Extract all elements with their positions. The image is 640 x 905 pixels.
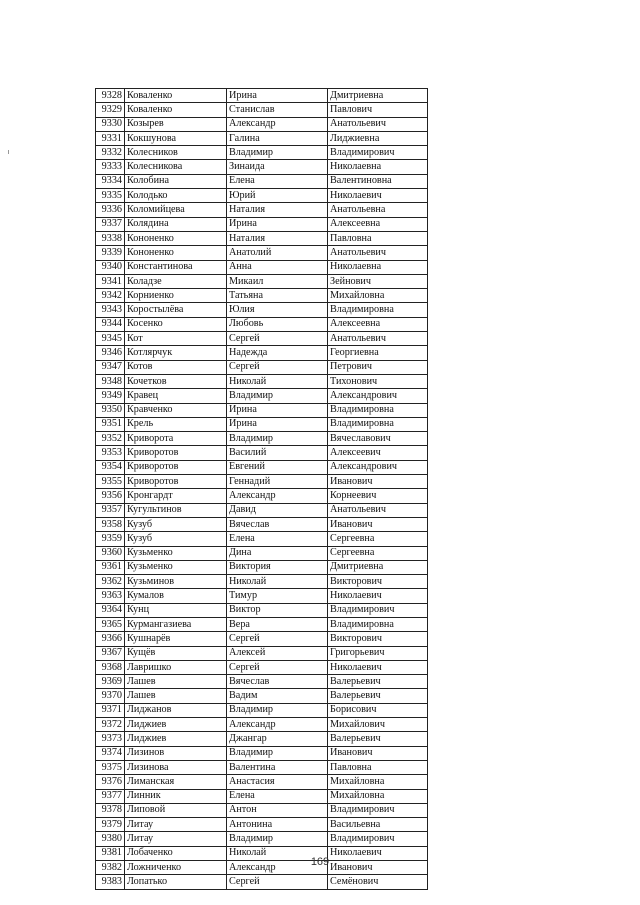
surname-cell: Кузуб xyxy=(125,517,227,531)
patronymic-cell: Анатольевич xyxy=(328,117,428,131)
first-name-cell: Сергей xyxy=(227,632,328,646)
first-name-cell: Зинаида xyxy=(227,160,328,174)
patronymic-cell: Николаевич xyxy=(328,846,428,860)
scan-mark xyxy=(8,150,9,154)
table-row xyxy=(96,632,428,646)
row-number-cell: 9347 xyxy=(96,360,125,374)
patronymic-cell: Борисович xyxy=(328,703,428,717)
patronymic-cell: Иванович xyxy=(328,746,428,760)
table-row xyxy=(96,432,428,446)
first-name-cell: Антон xyxy=(227,803,328,817)
patronymic-cell: Николаевич xyxy=(328,189,428,203)
patronymic-cell: Иванович xyxy=(328,517,428,531)
row-number-cell: 9328 xyxy=(96,89,125,103)
table-row xyxy=(96,475,428,489)
row-number-cell: 9358 xyxy=(96,517,125,531)
row-number-cell: 9346 xyxy=(96,346,125,360)
row-number-cell: 9378 xyxy=(96,803,125,817)
patronymic-cell: Владимировна xyxy=(328,303,428,317)
row-number-cell: 9366 xyxy=(96,632,125,646)
row-number-cell: 9365 xyxy=(96,617,125,631)
row-number-cell: 9338 xyxy=(96,231,125,245)
row-number-cell: 9381 xyxy=(96,846,125,860)
table-row xyxy=(96,403,428,417)
table-row xyxy=(96,589,428,603)
row-number-cell: 9335 xyxy=(96,189,125,203)
row-number-cell: 9377 xyxy=(96,789,125,803)
patronymic-cell: Зейнович xyxy=(328,274,428,288)
patronymic-cell: Григорьевич xyxy=(328,646,428,660)
patronymic-cell: Николаевна xyxy=(328,260,428,274)
first-name-cell: Владимир xyxy=(227,432,328,446)
surname-cell: Лизинов xyxy=(125,746,227,760)
first-name-cell: Ирина xyxy=(227,89,328,103)
table-row xyxy=(96,803,428,817)
table-row xyxy=(96,332,428,346)
first-name-cell: Вячеслав xyxy=(227,517,328,531)
table-row xyxy=(96,303,428,317)
patronymic-cell: Васильевна xyxy=(328,818,428,832)
surname-cell: Крель xyxy=(125,417,227,431)
first-name-cell: Микаил xyxy=(227,274,328,288)
surname-cell: Криворотов xyxy=(125,446,227,460)
first-name-cell: Сергей xyxy=(227,660,328,674)
first-name-cell: Александр xyxy=(227,861,328,875)
surname-cell: Криворотов xyxy=(125,460,227,474)
table-row xyxy=(96,832,428,846)
row-number-cell: 9359 xyxy=(96,532,125,546)
row-number-cell: 9343 xyxy=(96,303,125,317)
row-number-cell: 9372 xyxy=(96,718,125,732)
row-number-cell: 9360 xyxy=(96,546,125,560)
first-name-cell: Вячеслав xyxy=(227,675,328,689)
surname-cell: Курмангазиева xyxy=(125,617,227,631)
row-number-cell: 9340 xyxy=(96,260,125,274)
patronymic-cell: Иванович xyxy=(328,475,428,489)
row-number-cell: 9370 xyxy=(96,689,125,703)
table-row xyxy=(96,160,428,174)
first-name-cell: Татьяна xyxy=(227,289,328,303)
patronymic-cell: Викторович xyxy=(328,575,428,589)
first-name-cell: Владимир xyxy=(227,746,328,760)
patronymic-cell: Михайловна xyxy=(328,775,428,789)
table-row xyxy=(96,789,428,803)
first-name-cell: Наталия xyxy=(227,203,328,217)
surname-cell: Лопатько xyxy=(125,875,227,889)
patronymic-cell: Николаевич xyxy=(328,589,428,603)
table-row xyxy=(96,389,428,403)
row-number-cell: 9371 xyxy=(96,703,125,717)
table-row xyxy=(96,760,428,774)
first-name-cell: Давид xyxy=(227,503,328,517)
patronymic-cell: Александрович xyxy=(328,389,428,403)
surname-cell: Криворота xyxy=(125,432,227,446)
patronymic-cell: Николаевич xyxy=(328,660,428,674)
patronymic-cell: Анатольевна xyxy=(328,203,428,217)
row-number-cell: 9362 xyxy=(96,575,125,589)
first-name-cell: Анастасия xyxy=(227,775,328,789)
first-name-cell: Ирина xyxy=(227,417,328,431)
patronymic-cell: Дмитриевна xyxy=(328,89,428,103)
surname-cell: Кравченко xyxy=(125,403,227,417)
table-row xyxy=(96,532,428,546)
surname-cell: Кокшунова xyxy=(125,131,227,145)
patronymic-cell: Иванович xyxy=(328,861,428,875)
row-number-cell: 9354 xyxy=(96,460,125,474)
surname-cell: Кононенко xyxy=(125,231,227,245)
surname-cell: Криворотов xyxy=(125,475,227,489)
table-row xyxy=(96,174,428,188)
patronymic-cell: Семёнович xyxy=(328,875,428,889)
row-number-cell: 9367 xyxy=(96,646,125,660)
surname-cell: Липовой xyxy=(125,803,227,817)
patronymic-cell: Владимировна xyxy=(328,403,428,417)
patronymic-cell: Анатольевич xyxy=(328,332,428,346)
surname-cell: Котов xyxy=(125,360,227,374)
patronymic-cell: Алексеевна xyxy=(328,217,428,231)
surname-cell: Кунц xyxy=(125,603,227,617)
row-number-cell: 9379 xyxy=(96,818,125,832)
table-row xyxy=(96,546,428,560)
surname-cell: Лавришко xyxy=(125,660,227,674)
first-name-cell: Николай xyxy=(227,575,328,589)
surname-cell: Коломийцева xyxy=(125,203,227,217)
row-number-cell: 9376 xyxy=(96,775,125,789)
patronymic-cell: Алексеевна xyxy=(328,317,428,331)
first-name-cell: Александр xyxy=(227,718,328,732)
patronymic-cell: Георгиевна xyxy=(328,346,428,360)
first-name-cell: Владимир xyxy=(227,832,328,846)
patronymic-cell: Валерьевич xyxy=(328,689,428,703)
surname-cell: Кузьменко xyxy=(125,546,227,560)
first-name-cell: Геннадий xyxy=(227,475,328,489)
table-row xyxy=(96,646,428,660)
patronymic-cell: Анатольевич xyxy=(328,246,428,260)
table-row xyxy=(96,246,428,260)
patronymic-cell: Павловна xyxy=(328,231,428,245)
first-name-cell: Вера xyxy=(227,617,328,631)
surname-cell: Коваленко xyxy=(125,89,227,103)
row-number-cell: 9356 xyxy=(96,489,125,503)
table-row xyxy=(96,89,428,103)
table-row xyxy=(96,103,428,117)
surname-cell: Колобина xyxy=(125,174,227,188)
table-row xyxy=(96,231,428,245)
table-row xyxy=(96,775,428,789)
first-name-cell: Тимур xyxy=(227,589,328,603)
row-number-cell: 9382 xyxy=(96,861,125,875)
row-number-cell: 9374 xyxy=(96,746,125,760)
table-row xyxy=(96,131,428,145)
row-number-cell: 9357 xyxy=(96,503,125,517)
first-name-cell: Елена xyxy=(227,532,328,546)
surname-cell: Котлярчук xyxy=(125,346,227,360)
surname-cell: Кугультинов xyxy=(125,503,227,517)
patronymic-cell: Павлович xyxy=(328,103,428,117)
surname-cell: Кумалов xyxy=(125,589,227,603)
surname-cell: Кузуб xyxy=(125,532,227,546)
first-name-cell: Владимир xyxy=(227,703,328,717)
row-number-cell: 9368 xyxy=(96,660,125,674)
table-row xyxy=(96,317,428,331)
table-row xyxy=(96,746,428,760)
first-name-cell: Ирина xyxy=(227,217,328,231)
first-name-cell: Анатолий xyxy=(227,246,328,260)
surname-cell: Литау xyxy=(125,818,227,832)
row-number-cell: 9355 xyxy=(96,475,125,489)
first-name-cell: Елена xyxy=(227,174,328,188)
first-name-cell: Владимир xyxy=(227,146,328,160)
row-number-cell: 9375 xyxy=(96,760,125,774)
patronymic-cell: Михайловна xyxy=(328,789,428,803)
row-number-cell: 9348 xyxy=(96,374,125,388)
row-number-cell: 9373 xyxy=(96,732,125,746)
surname-cell: Кущёв xyxy=(125,646,227,660)
first-name-cell: Надежда xyxy=(227,346,328,360)
names-table-body xyxy=(96,89,428,890)
surname-cell: Кронгардт xyxy=(125,489,227,503)
table-row xyxy=(96,703,428,717)
table-row xyxy=(96,289,428,303)
patronymic-cell: Валерьевич xyxy=(328,675,428,689)
table-row xyxy=(96,217,428,231)
surname-cell: Колядина xyxy=(125,217,227,231)
first-name-cell: Сергей xyxy=(227,332,328,346)
patronymic-cell: Николаевна xyxy=(328,160,428,174)
patronymic-cell: Владимирович xyxy=(328,146,428,160)
page-number: 169 xyxy=(310,856,330,868)
patronymic-cell: Сергеевна xyxy=(328,532,428,546)
surname-cell: Лобаченко xyxy=(125,846,227,860)
surname-cell: Ложниченко xyxy=(125,861,227,875)
first-name-cell: Александр xyxy=(227,117,328,131)
first-name-cell: Дина xyxy=(227,546,328,560)
row-number-cell: 9364 xyxy=(96,603,125,617)
table-row xyxy=(96,360,428,374)
patronymic-cell: Михайловна xyxy=(328,289,428,303)
table-row xyxy=(96,732,428,746)
patronymic-cell: Владимирович xyxy=(328,803,428,817)
surname-cell: Кушнарёв xyxy=(125,632,227,646)
first-name-cell: Анна xyxy=(227,260,328,274)
table-row xyxy=(96,117,428,131)
patronymic-cell: Михайлович xyxy=(328,718,428,732)
surname-cell: Корниенко xyxy=(125,289,227,303)
first-name-cell: Виктор xyxy=(227,603,328,617)
table-row xyxy=(96,818,428,832)
surname-cell: Лиджиев xyxy=(125,732,227,746)
first-name-cell: Любовь xyxy=(227,317,328,331)
row-number-cell: 9383 xyxy=(96,875,125,889)
patronymic-cell: Владимирович xyxy=(328,603,428,617)
first-name-cell: Владимир xyxy=(227,389,328,403)
surname-cell: Коладзе xyxy=(125,274,227,288)
patronymic-cell: Анатольевич xyxy=(328,503,428,517)
row-number-cell: 9345 xyxy=(96,332,125,346)
first-name-cell: Ирина xyxy=(227,403,328,417)
surname-cell: Кузьменко xyxy=(125,560,227,574)
patronymic-cell: Викторович xyxy=(328,632,428,646)
surname-cell: Кравец xyxy=(125,389,227,403)
row-number-cell: 9353 xyxy=(96,446,125,460)
row-number-cell: 9344 xyxy=(96,317,125,331)
first-name-cell: Валентина xyxy=(227,760,328,774)
table-row xyxy=(96,617,428,631)
table-row xyxy=(96,446,428,460)
first-name-cell: Алексей xyxy=(227,646,328,660)
surname-cell: Константинова xyxy=(125,260,227,274)
patronymic-cell: Петрович xyxy=(328,360,428,374)
row-number-cell: 9380 xyxy=(96,832,125,846)
surname-cell: Коростылёва xyxy=(125,303,227,317)
row-number-cell: 9350 xyxy=(96,403,125,417)
surname-cell: Косенко xyxy=(125,317,227,331)
surname-cell: Лашев xyxy=(125,689,227,703)
surname-cell: Лизинова xyxy=(125,760,227,774)
surname-cell: Лиджиев xyxy=(125,718,227,732)
first-name-cell: Вадим xyxy=(227,689,328,703)
patronymic-cell: Владимировна xyxy=(328,417,428,431)
row-number-cell: 9341 xyxy=(96,274,125,288)
surname-cell: Колодько xyxy=(125,189,227,203)
patronymic-cell: Владимирович xyxy=(328,832,428,846)
first-name-cell: Александр xyxy=(227,489,328,503)
surname-cell: Литау xyxy=(125,832,227,846)
table-row xyxy=(96,575,428,589)
first-name-cell: Василий xyxy=(227,446,328,460)
patronymic-cell: Владимировна xyxy=(328,617,428,631)
table-row xyxy=(96,560,428,574)
table-row xyxy=(96,189,428,203)
table-row xyxy=(96,146,428,160)
row-number-cell: 9369 xyxy=(96,675,125,689)
row-number-cell: 9351 xyxy=(96,417,125,431)
row-number-cell: 9329 xyxy=(96,103,125,117)
row-number-cell: 9334 xyxy=(96,174,125,188)
row-number-cell: 9352 xyxy=(96,432,125,446)
patronymic-cell: Дмитриевна xyxy=(328,560,428,574)
row-number-cell: 9330 xyxy=(96,117,125,131)
patronymic-cell: Сергеевна xyxy=(328,546,428,560)
patronymic-cell: Лиджиевна xyxy=(328,131,428,145)
first-name-cell: Елена xyxy=(227,789,328,803)
table-row xyxy=(96,503,428,517)
surname-cell: Колесникова xyxy=(125,160,227,174)
surname-cell: Козырев xyxy=(125,117,227,131)
patronymic-cell: Валерьевич xyxy=(328,732,428,746)
table-row xyxy=(96,260,428,274)
table-row xyxy=(96,489,428,503)
first-name-cell: Николай xyxy=(227,374,328,388)
first-name-cell: Евгений xyxy=(227,460,328,474)
row-number-cell: 9333 xyxy=(96,160,125,174)
table-row xyxy=(96,660,428,674)
first-name-cell: Николай xyxy=(227,846,328,860)
first-name-cell: Антонина xyxy=(227,818,328,832)
surname-cell: Колесников xyxy=(125,146,227,160)
row-number-cell: 9342 xyxy=(96,289,125,303)
surname-cell: Лиманская xyxy=(125,775,227,789)
first-name-cell: Станислав xyxy=(227,103,328,117)
patronymic-cell: Тихонович xyxy=(328,374,428,388)
table-row xyxy=(96,689,428,703)
patronymic-cell: Валентиновна xyxy=(328,174,428,188)
surname-cell: Кононенко xyxy=(125,246,227,260)
surname-cell: Линник xyxy=(125,789,227,803)
table-row xyxy=(96,675,428,689)
row-number-cell: 9349 xyxy=(96,389,125,403)
row-number-cell: 9332 xyxy=(96,146,125,160)
table-row xyxy=(96,346,428,360)
first-name-cell: Юрий xyxy=(227,189,328,203)
table-row xyxy=(96,417,428,431)
first-name-cell: Джангар xyxy=(227,732,328,746)
table-row xyxy=(96,374,428,388)
patronymic-cell: Александрович xyxy=(328,460,428,474)
patronymic-cell: Павловна xyxy=(328,760,428,774)
row-number-cell: 9361 xyxy=(96,560,125,574)
row-number-cell: 9336 xyxy=(96,203,125,217)
surname-cell: Кот xyxy=(125,332,227,346)
first-name-cell: Сергей xyxy=(227,875,328,889)
first-name-cell: Виктория xyxy=(227,560,328,574)
table-row xyxy=(96,203,428,217)
table-row xyxy=(96,517,428,531)
first-name-cell: Галина xyxy=(227,131,328,145)
table-row xyxy=(96,718,428,732)
surname-cell: Лашев xyxy=(125,675,227,689)
surname-cell: Кочетков xyxy=(125,374,227,388)
table-row xyxy=(96,603,428,617)
row-number-cell: 9363 xyxy=(96,589,125,603)
table-row xyxy=(96,460,428,474)
first-name-cell: Сергей xyxy=(227,360,328,374)
surname-cell: Лиджанов xyxy=(125,703,227,717)
first-name-cell: Юлия xyxy=(227,303,328,317)
row-number-cell: 9337 xyxy=(96,217,125,231)
row-number-cell: 9331 xyxy=(96,131,125,145)
table-row xyxy=(96,875,428,889)
patronymic-cell: Алексеевич xyxy=(328,446,428,460)
surname-cell: Кузьминов xyxy=(125,575,227,589)
patronymic-cell: Корнеевич xyxy=(328,489,428,503)
table-row xyxy=(96,274,428,288)
surname-cell: Коваленко xyxy=(125,103,227,117)
patronymic-cell: Вячеславович xyxy=(328,432,428,446)
first-name-cell: Наталия xyxy=(227,231,328,245)
names-table xyxy=(95,88,428,890)
row-number-cell: 9339 xyxy=(96,246,125,260)
